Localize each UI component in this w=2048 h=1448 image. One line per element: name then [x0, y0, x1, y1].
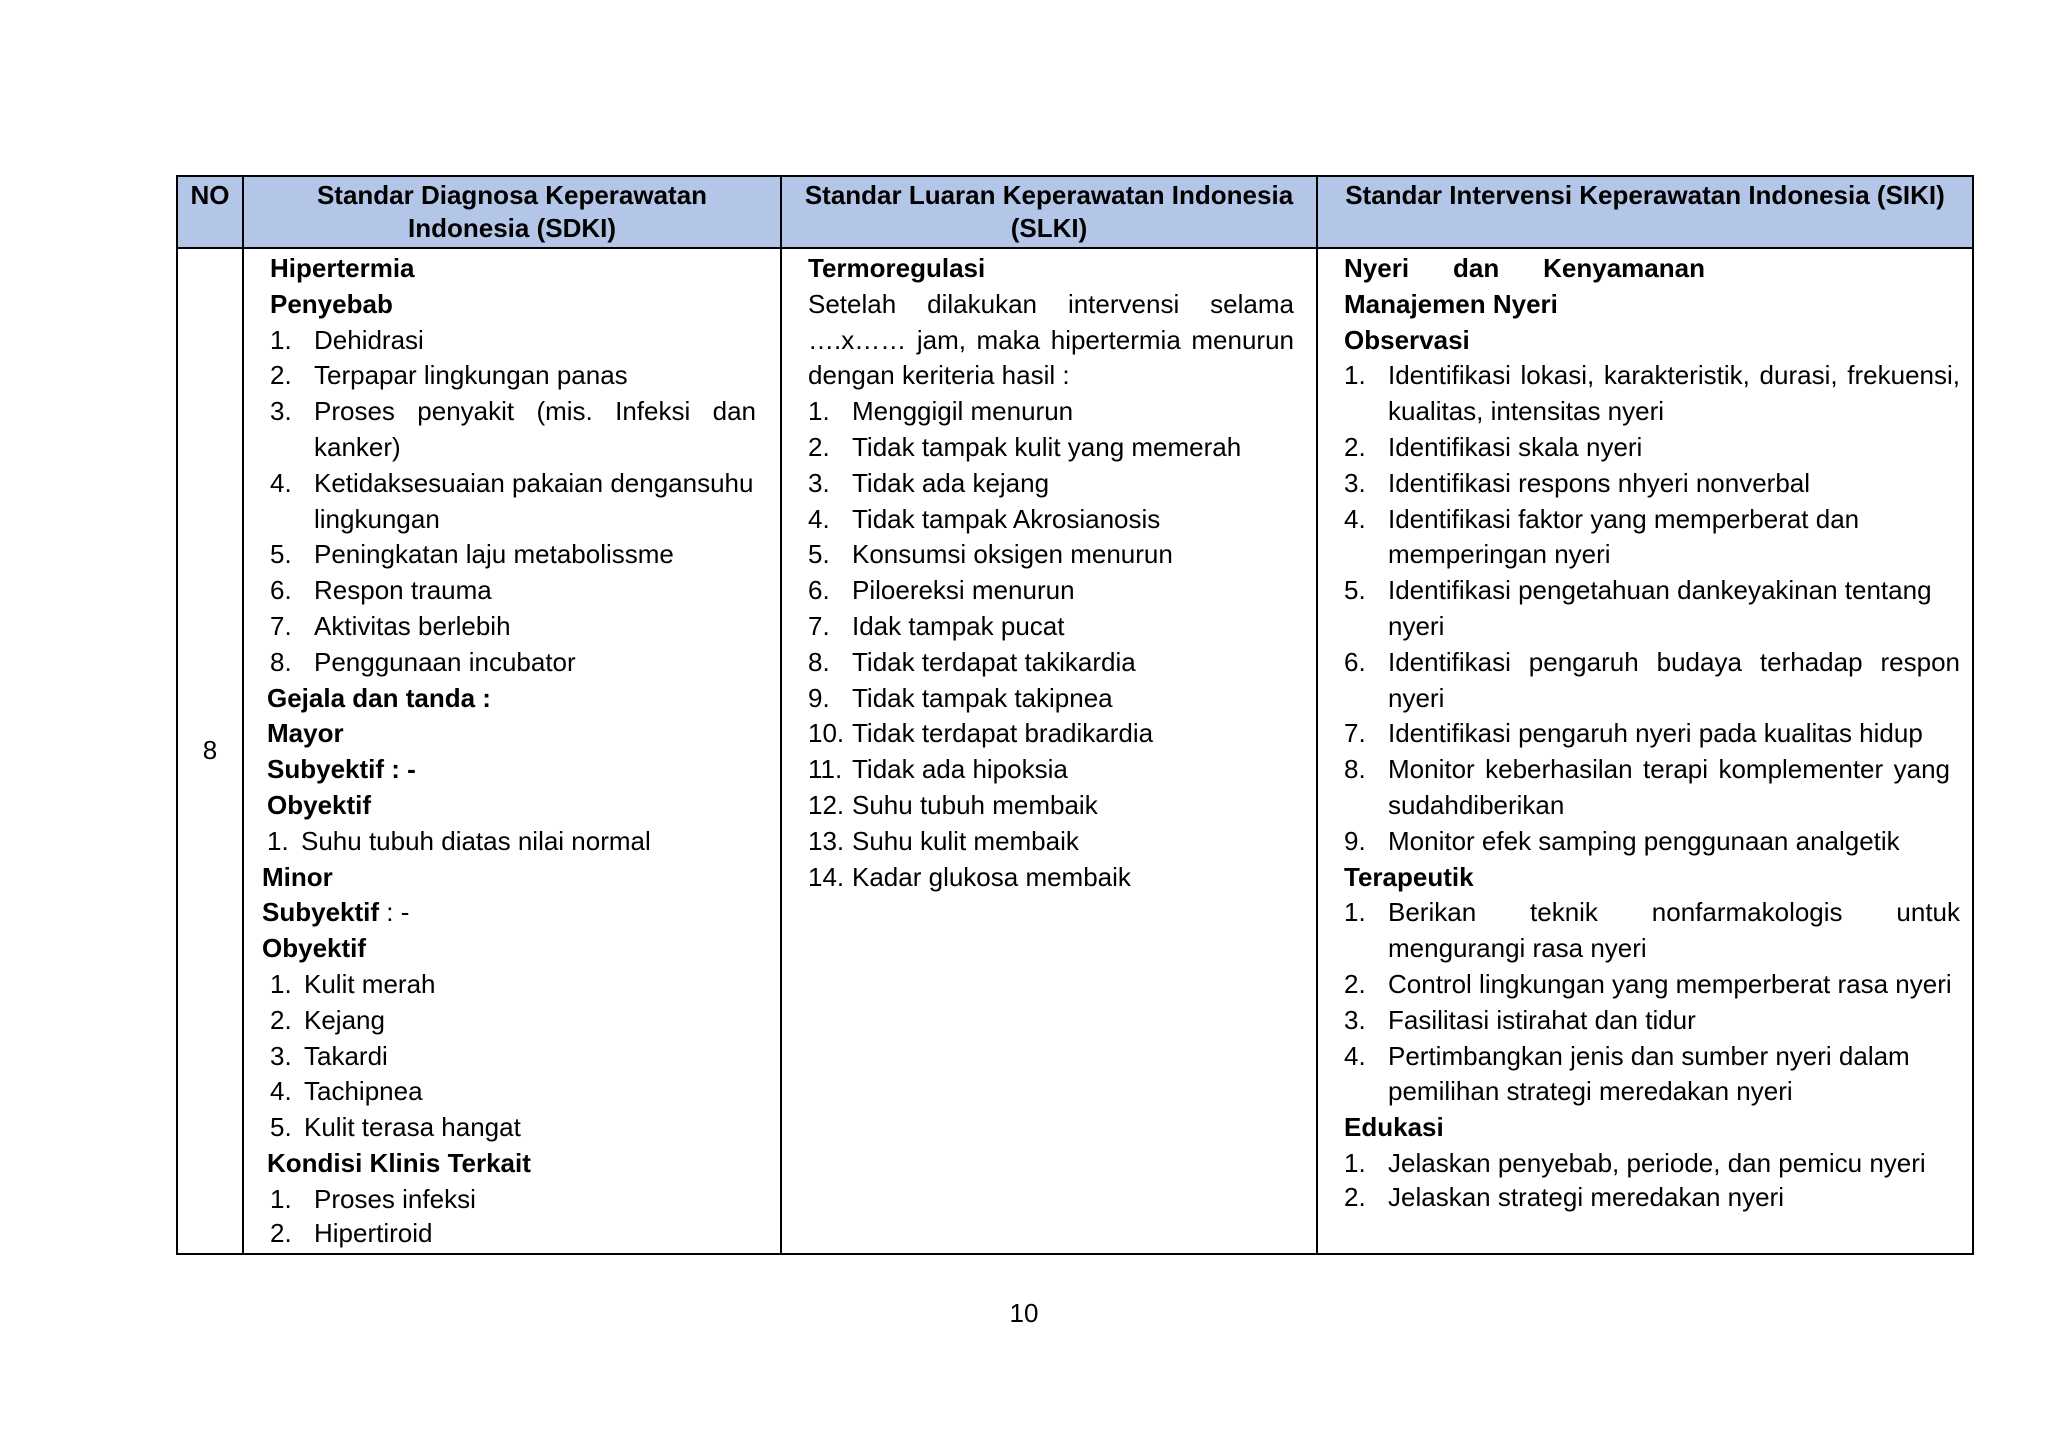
observasi-heading: Observasi: [1344, 324, 1470, 355]
mayor-obyektif-heading: Obyektif: [267, 789, 372, 820]
nursing-standards-table: [176, 175, 1974, 1255]
list-item: 3. Takardi: [270, 1040, 388, 1071]
header-siki: Standar Intervensi Keperawatan Indonesia (SIKI): [1317, 176, 1973, 248]
list-item: 3. Tidak ada kejang: [808, 467, 1050, 498]
list-item: 2. Tidak tampak kulit yang memerah: [808, 431, 1242, 462]
list-item: 8. Penggunaan incubator: [270, 646, 576, 677]
sdki-cell: [243, 248, 781, 1254]
list-item: 1. Proses infeksi: [270, 1183, 476, 1214]
list-item: 13. Suhu kulit membaik: [808, 825, 1079, 856]
list-item: 6. Respon trauma: [270, 575, 492, 606]
list-item: 6. Piloereksi menurun: [808, 575, 1075, 606]
list-item: 2. Identifikasi skala nyeri: [1344, 431, 1643, 462]
intervention-title: Nyeri dan Kenyamanan: [1344, 253, 1705, 283]
table-row: [177, 248, 1973, 1254]
minor-subyektif: Subyektif : -: [262, 897, 410, 928]
list-item: 12. Suhu tubuh membaik: [808, 789, 1098, 820]
list-item: 7. Aktivitas berlebih: [270, 610, 511, 641]
list-item: 5. Konsumsi oksigen menurun: [808, 539, 1173, 570]
header-slki: Standar Luaran Keperawatan Indonesia (SLKI): [781, 176, 1317, 248]
list-item: 5. Identifikasi pengetahuan dankeyakinan tentang nyeri: [1344, 575, 1932, 641]
kondisi-heading: Kondisi Klinis Terkait: [267, 1147, 531, 1178]
page-number: 10: [1009, 1298, 1039, 1328]
list-item: 3. Identifikasi respons nhyeri nonverbal: [1344, 467, 1811, 498]
outcome-title: Termoregulasi: [808, 253, 986, 283]
list-item: 3. Proses penyakit (mis. Infeksi dan kanker): [270, 396, 756, 462]
list-item: 7. Identifikasi pengaruh nyeri pada kualitas hidup: [1344, 718, 1923, 749]
list-item: 4. Identifikasi faktor yang memperberat dan memperingan nyeri: [1344, 503, 1860, 570]
terapeutik-heading: Terapeutik: [1344, 861, 1474, 892]
intervention-subtitle: Manajemen Nyeri: [1344, 288, 1558, 319]
table-header-row: [177, 176, 1973, 248]
list-item: 1. Suhu tubuh diatas nilai normal: [267, 825, 651, 856]
list-item: 10. Tidak terdapat bradikardia: [808, 718, 1154, 749]
header-sdki: Standar Diagnosa Keperawatan Indonesia (SDKI): [243, 176, 781, 248]
list-item: 9. Monitor efek samping penggunaan analgetik: [1344, 825, 1900, 856]
minor-obyektif-heading: Obyektif: [262, 933, 367, 964]
list-item: 1. Menggigil menurun: [808, 396, 1074, 427]
list-item: 2. Control lingkungan yang memperberat rasa nyeri: [1344, 968, 1952, 999]
list-item: 1. Dehidrasi: [270, 324, 424, 355]
slki-cell: [781, 248, 1317, 1254]
siki-cell: [1317, 248, 1973, 1254]
list-item: 2. Kejang: [270, 1004, 385, 1035]
list-item: 5. Kulit terasa hangat: [270, 1112, 521, 1143]
list-item: 1. Identifikasi lokasi, karakteristik, durasi, frekuensi, kualitas, intensitas nyeri: [1344, 360, 1960, 427]
list-item: 4. Ketidaksesuaian pakaian dengansuhu lingkungan: [270, 467, 754, 534]
outcome-intro-line-2: ….x…… jam, maka hipertermia menurun: [808, 324, 1294, 355]
diagnosis-title: Hipertermia: [270, 253, 415, 283]
row-number: 8: [177, 248, 243, 1254]
mayor-heading: Mayor: [267, 718, 344, 749]
list-item: 11. Tidak ada hipoksia: [808, 754, 1068, 785]
list-item: 5. Peningkatan laju metabolissme: [270, 539, 674, 570]
penyebab-heading: Penyebab: [270, 288, 393, 319]
list-item: 8. Tidak terdapat takikardia: [808, 646, 1136, 677]
mayor-subyektif: Subyektif : -: [267, 754, 416, 785]
list-item: 14. Kadar glukosa membaik: [808, 861, 1131, 892]
outcome-intro-line-1: Setelah dilakukan intervensi selama: [808, 288, 1294, 319]
list-item: 7. Idak tampak pucat: [808, 610, 1065, 641]
list-item: 4. Tidak tampak Akrosianosis: [808, 503, 1161, 534]
list-item: 4. Tachipnea: [270, 1076, 423, 1107]
list-item: 1. Kulit merah: [270, 968, 436, 999]
edukasi-heading: Edukasi: [1344, 1112, 1444, 1143]
list-item: 6. Identifikasi pengaruh budaya terhadap respon nyeri: [1344, 646, 1960, 713]
list-item: 4. Pertimbangkan jenis dan sumber nyeri dalam pemilihan strategi meredakan nyeri: [1344, 1040, 1910, 1107]
list-item: 2. Hipertiroid: [270, 1217, 433, 1248]
list-item: 1. Jelaskan penyebab, periode, dan pemicu nyeri: [1344, 1147, 1926, 1178]
minor-heading: Minor: [262, 861, 333, 892]
header-no: NO: [177, 176, 243, 248]
list-item: 3. Fasilitasi istirahat dan tidur: [1344, 1004, 1696, 1035]
list-item: 2. Terpapar lingkungan panas: [270, 360, 628, 391]
list-item: 9. Tidak tampak takipnea: [808, 682, 1113, 713]
list-item: 1. Berikan teknik nonfarmakologis untuk mengurangi rasa nyeri: [1344, 897, 1960, 964]
list-item: 8. Monitor keberhasilan terapi komplementer yang sudahdiberikan: [1344, 754, 1950, 820]
outcome-intro-line-3: dengan keriteria hasil :: [808, 360, 1070, 391]
gejala-heading: Gejala dan tanda :: [267, 682, 491, 713]
list-item: 2. Jelaskan strategi meredakan nyeri: [1344, 1181, 1784, 1212]
